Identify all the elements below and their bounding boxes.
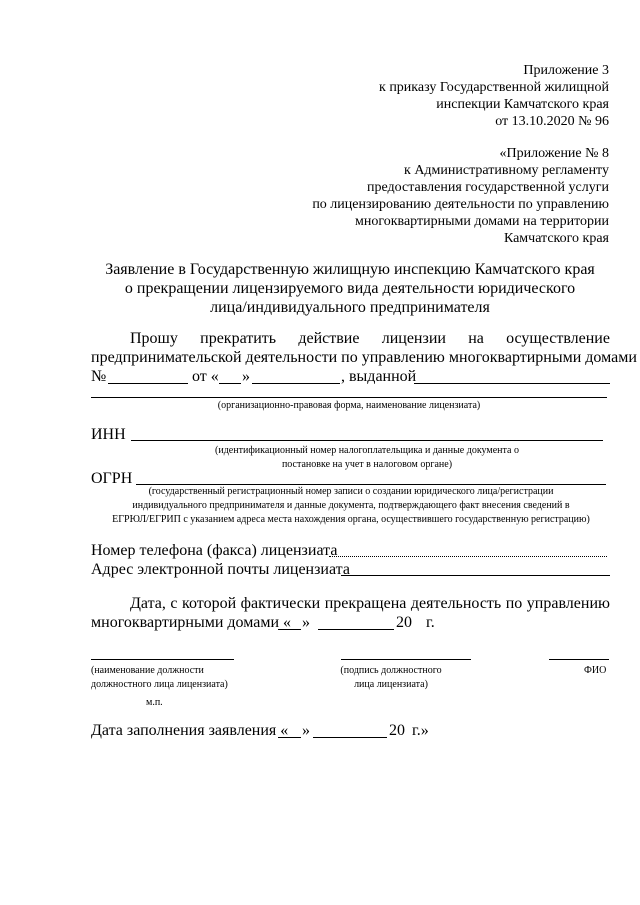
organization-name-field[interactable]	[91, 397, 607, 398]
document-title	[90, 260, 610, 317]
termination-word: по	[505, 595, 523, 612]
request-word: действие	[298, 330, 360, 347]
appendix-8-line: по лицензированию деятельности по управлению	[312, 197, 609, 212]
inn-caption-line: (идентификационный номер налогоплательщика и данные документа о	[215, 445, 519, 456]
fio-field[interactable]	[549, 659, 609, 660]
request-word: на	[468, 330, 484, 347]
appendix-8-line: Камчатского края	[503, 231, 609, 246]
position-caption-line: (наименование должности	[91, 665, 204, 676]
signature-caption-line: лица лицензиата)	[354, 679, 428, 690]
license-number-field[interactable]	[108, 383, 188, 384]
termination-word: управлению	[526, 595, 610, 612]
appendix-8-line: многоквартирными домами на территории	[355, 214, 609, 229]
inn-caption-line: постановке на учет в налоговом органе)	[281, 459, 453, 470]
title-line: лица/индивидуального предпринимателя	[210, 299, 490, 316]
title-line: Заявление в Государственную жилищную инспекцию Камчатского края	[105, 261, 595, 278]
termination-date-prefix: многоквартирными домами «	[91, 614, 292, 631]
appendix-3-line: к приказу Государственной жилищной	[379, 80, 609, 95]
termination-word: с	[170, 595, 178, 612]
appendix-8-block	[269, 145, 609, 247]
ogrn-caption	[91, 485, 611, 527]
signature-caption-line: (подпись должностного	[340, 665, 442, 676]
request-word: прекратить	[200, 330, 277, 347]
ogrn-caption-line: ЕГРЮЛ/ЕГРИП с указанием адреса места нахождения органа, осуществившего государственную регистрацию)	[112, 514, 590, 525]
position-caption	[91, 664, 228, 692]
request-word: лицензии	[381, 330, 446, 347]
license-issuer-field[interactable]	[414, 383, 610, 384]
request-word: Прошу	[130, 330, 178, 347]
termination-word: Дата,	[130, 595, 166, 612]
appendix-8-line: предоставления государственной услуги	[367, 180, 609, 195]
fill-year-suffix: г.»	[412, 722, 429, 739]
fill-date-prefix: Дата заполнения заявления «	[91, 722, 289, 739]
termination-word: прекращена	[324, 595, 407, 612]
termination-day-field[interactable]	[278, 629, 301, 630]
email-label: Адрес электронной почты лицензиата	[91, 561, 350, 578]
title-line: о прекращении лицензируемого вида деятельности юридического	[124, 280, 576, 297]
termination-year-suffix: г.	[426, 614, 435, 631]
stamp-label: м.п.	[146, 697, 163, 708]
license-day-field[interactable]	[219, 383, 241, 384]
appendix-8-line: «Приложение № 8	[499, 146, 609, 161]
license-issued-label: , выданной	[341, 368, 417, 385]
position-field[interactable]	[91, 659, 234, 660]
phone-field[interactable]	[329, 556, 607, 557]
fill-day-field[interactable]	[278, 737, 301, 738]
appendix-3-line: инспекции Камчатского края	[436, 97, 609, 112]
phone-label: Номер телефона (факса) лицензиата	[91, 542, 338, 559]
termination-line-1	[130, 594, 610, 613]
email-field[interactable]	[341, 575, 610, 576]
organization-caption: (организационно-правовая форма, наименование лицензиата)	[217, 400, 481, 411]
appendix-8-line: к Административному регламенту	[404, 163, 609, 178]
appendix-3-line: Приложение 3	[523, 63, 609, 78]
fill-date-quote: »	[302, 722, 310, 739]
request-line-2: предпринимательской деятельности по управлению многоквартирными домами	[91, 349, 637, 366]
termination-month-field[interactable]	[318, 629, 394, 630]
signature-caption	[316, 664, 466, 692]
fill-month-field[interactable]	[313, 737, 387, 738]
termination-word: которой	[182, 595, 237, 612]
license-date-open: от «	[192, 368, 219, 385]
termination-year: 20	[396, 614, 412, 631]
appendix-3-block	[289, 62, 609, 130]
termination-word: фактически	[240, 595, 321, 612]
license-date-close: »	[242, 368, 250, 385]
fill-year: 20	[389, 722, 405, 739]
fio-caption: ФИО	[584, 665, 607, 676]
termination-date-quote: »	[302, 614, 310, 631]
termination-word: деятельность	[410, 595, 502, 612]
appendix-3-line: от 13.10.2020 № 96	[495, 114, 609, 129]
ogrn-caption-line: (государственный регистрационный номер записи о создании юридического лица/регистрации	[148, 486, 554, 497]
license-month-year-field[interactable]	[252, 383, 340, 384]
ogrn-label: ОГРН	[91, 470, 133, 487]
request-line-1	[130, 329, 610, 348]
position-caption-line: должностного лица лицензиата)	[91, 679, 228, 690]
inn-label: ИНН	[91, 426, 126, 443]
inn-caption	[131, 444, 603, 472]
request-word: осуществление	[506, 330, 610, 347]
ogrn-caption-line: индивидуального предпринимателя и данные документа, подтверждающего факт внесения сведений в	[132, 500, 570, 511]
inn-field[interactable]	[131, 440, 603, 441]
signature-field[interactable]	[341, 659, 471, 660]
license-number-sign: №	[91, 368, 107, 385]
